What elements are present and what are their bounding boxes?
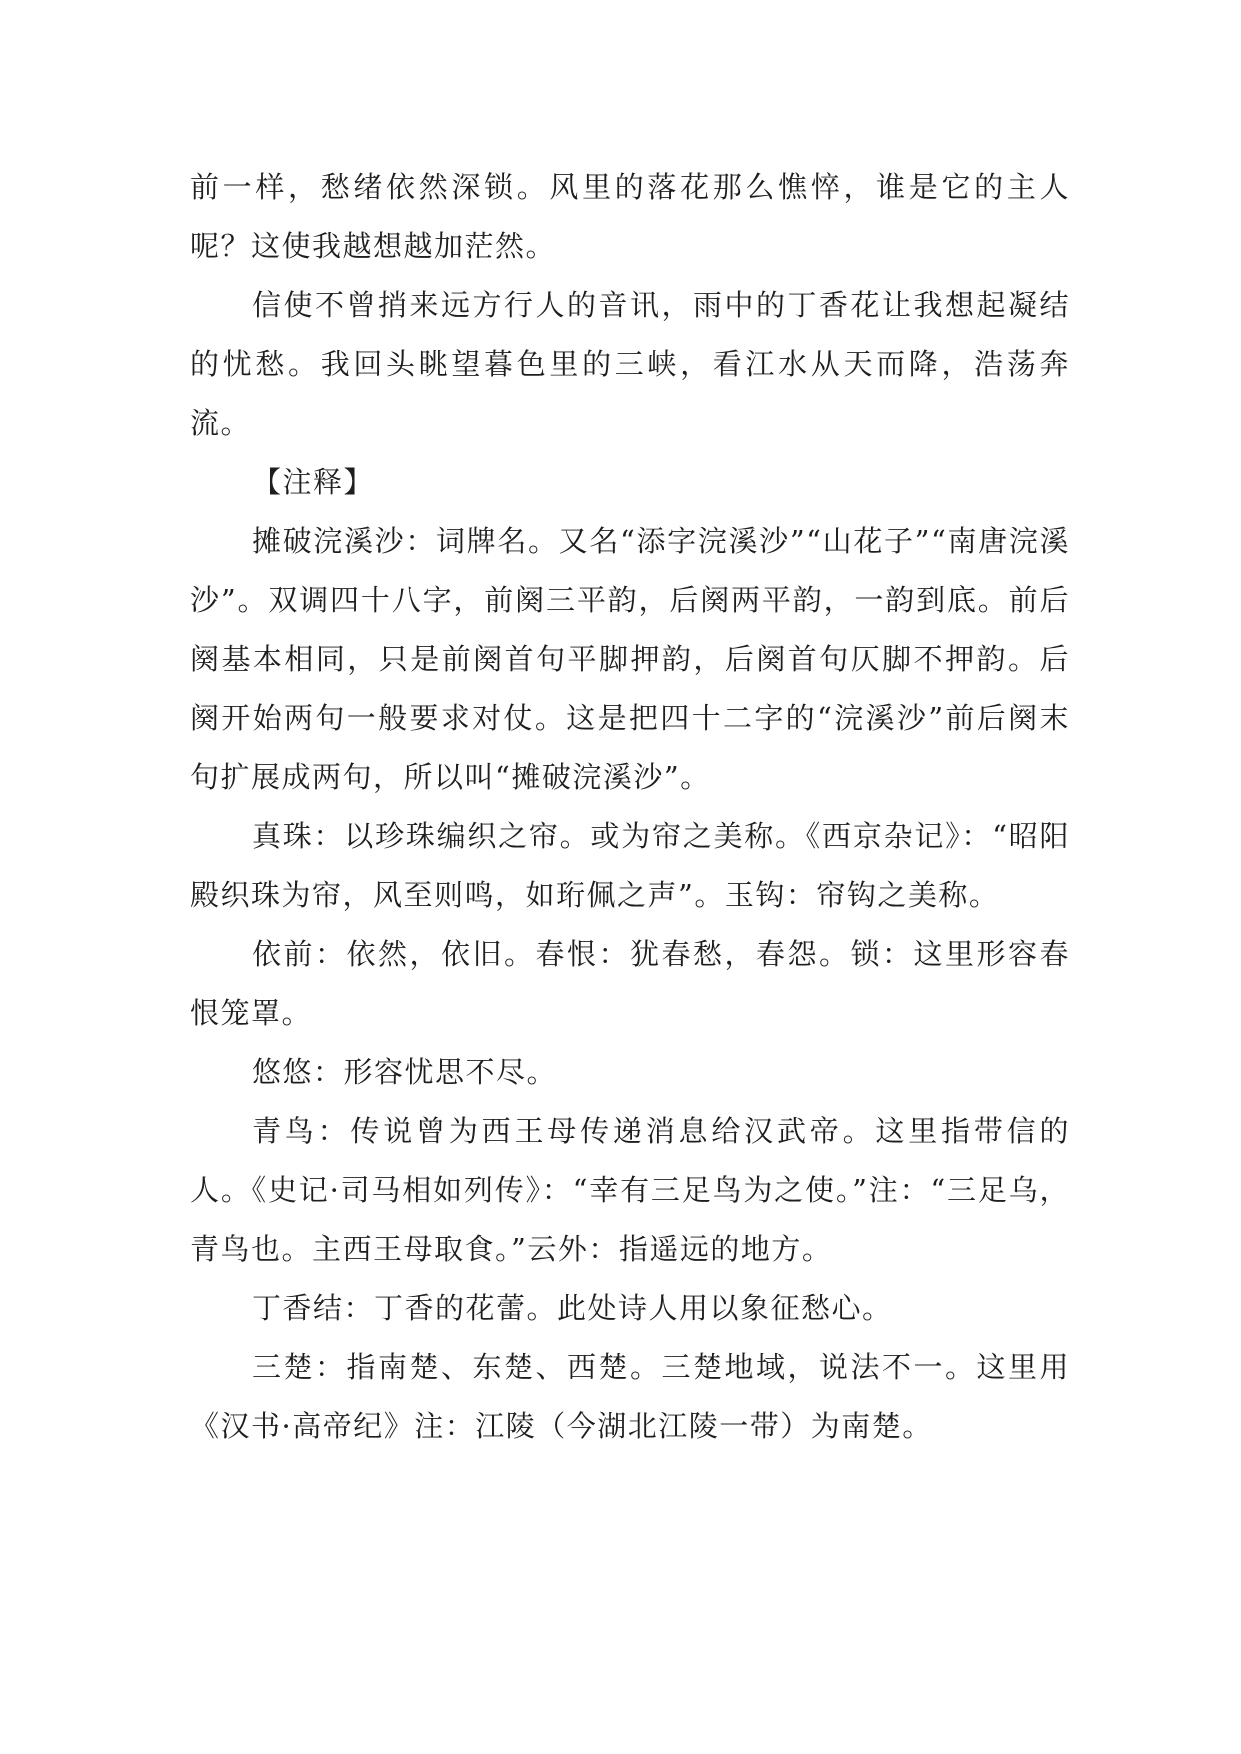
translation-paragraph-1: 前一样，愁绪依然深锁。风里的落花那么憔悴，谁是它的主人呢？这使我越想越加茫然。 xyxy=(190,170,1070,263)
notes-heading: 【注释】 xyxy=(252,465,375,499)
note-youyou: 悠悠：形容忧思不尽。 xyxy=(252,1055,558,1089)
note-dingxiangjie: 丁香结：丁香的花蕾。此处诗人用以象征愁心。 xyxy=(252,1291,893,1325)
document-body xyxy=(190,158,1070,1456)
note-tanpo-huanxisha: 摊破浣溪沙：词牌名。又名“添字浣溪沙”“山花子”“南唐浣溪沙”。双调四十八字，前阕三平韵，后阕两平韵，一韵到底。前后阕基本相同，只是前阕首句平脚押韵，后阕首句仄脚不押韵。后阕开始两句一般要求对仗。这是把四十二字的“浣溪沙”前后阕末句扩展成两句，所以叫“摊破浣溪沙”。 xyxy=(190,524,1070,794)
note-yiqian: 依前：依然，依旧。春恨：犹春愁，春怨。锁：这里形容春恨笼罩。 xyxy=(190,937,1070,1030)
note-zhenzhu: 真珠：以珍珠编织之帘。或为帘之美称。《西京杂记》：“昭阳殿织珠为帘，风至则鸣，如珩佩之声”。玉钩：帘钩之美称。 xyxy=(190,819,1070,912)
note-sanchu: 三楚：指南楚、东楚、西楚。三楚地域，说法不一。这里用《汉书·高帝纪》注：江陵（今湖北江陵一带）为南楚。 xyxy=(190,1350,1070,1443)
translation-paragraph-2: 信使不曾捎来远方行人的音讯，雨中的丁香花让我想起凝结的忧愁。我回头眺望暮色里的三峡，看江水从天而降，浩荡奔流。 xyxy=(190,288,1070,440)
note-qingniao: 青鸟：传说曾为西王母传递消息给汉武帝。这里指带信的人。《史记·司马相如列传》：“幸有三足鸟为之使。”注：“三足乌，青鸟也。主西王母取食。”云外：指遥远的地方。 xyxy=(190,1114,1070,1266)
